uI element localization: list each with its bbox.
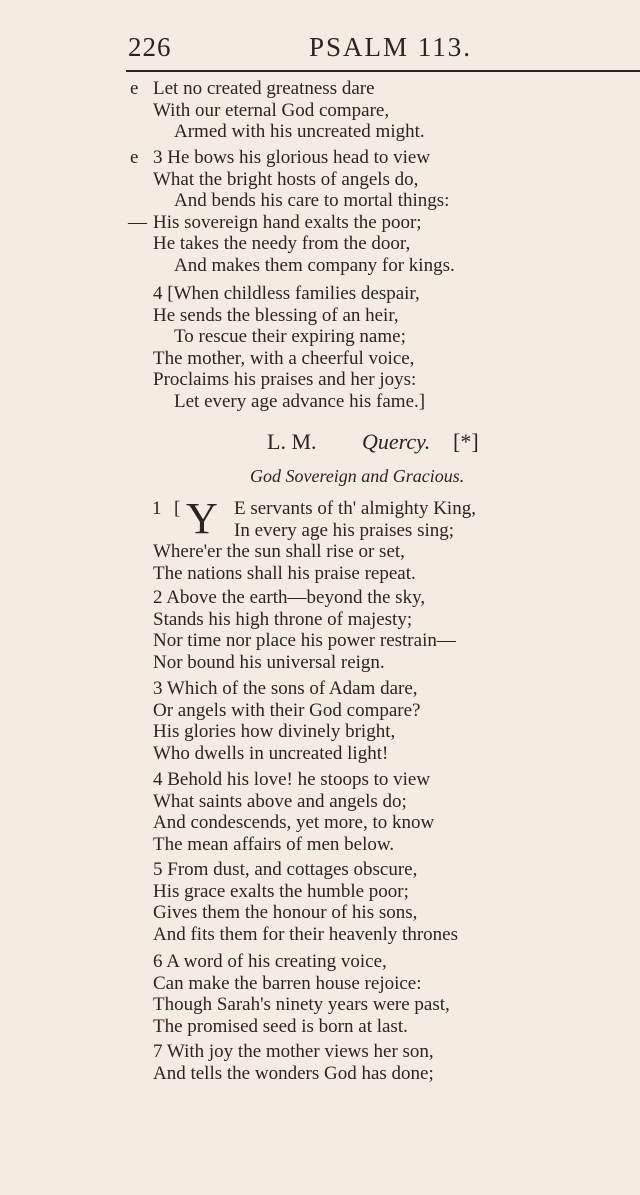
verse-line: 4 [When childless families despair,	[153, 283, 420, 304]
header-rule	[126, 70, 640, 72]
expression-mark: e	[130, 147, 139, 168]
verse-line: Who dwells in uncreated light!	[153, 742, 389, 764]
editorial-mark: [*]	[453, 429, 479, 454]
verse-line: Proclaims his praises and her joys:	[153, 369, 417, 390]
page-title: PSALM 113.	[309, 32, 473, 62]
verse-line: Or angels with their God compare?	[153, 699, 421, 721]
hymn-stanza-5	[130, 859, 640, 945]
verse-line: Stands his high throne of majesty;	[153, 608, 413, 630]
verse-line: 2 Above the earth—beyond the sky,	[153, 587, 426, 608]
stanza-number: 1	[152, 498, 162, 519]
verse-line: And fits them for their heavenly thrones	[153, 923, 458, 945]
verse-line: 3 Which of the sons of Adam dare,	[153, 678, 418, 699]
tune-name: Quercy.	[362, 429, 431, 454]
verse-line: And tells the wonders God has done;	[153, 1062, 434, 1084]
drop-cap: Y	[186, 494, 218, 543]
expression-mark: —	[128, 211, 147, 233]
verse-line: Armed with his uncreated might.	[174, 121, 425, 142]
hymn-stanza-4	[130, 769, 640, 855]
verse-line: e 3 He bows his glorious head to view	[130, 147, 431, 168]
opening-bracket: [	[174, 498, 181, 519]
verse-line: Can make the barren house rejoice:	[153, 972, 422, 994]
verse-line: Nor time nor place his power restrain—	[153, 630, 456, 651]
verse-line: And condescends, yet more, to know	[153, 812, 435, 833]
hymn-stanza-2	[130, 587, 640, 673]
stanza-top-3	[130, 283, 640, 412]
verse-line: 1 [ E servants of th' almighty King,	[152, 498, 476, 519]
page-header	[126, 30, 640, 70]
hymn-stanza-3	[130, 678, 640, 764]
verse-line: And bends his care to mortal things:	[174, 190, 450, 211]
page-number: 226	[128, 32, 172, 62]
verse-line: 7 With joy the mother views her son,	[153, 1041, 434, 1062]
verse-line: 4 Behold his love! he stoops to view	[153, 769, 431, 790]
verse-line: To rescue their expiring name;	[174, 326, 406, 347]
verse-line: The nations shall his praise repeat.	[153, 562, 416, 584]
verse-line: His glories how divinely bright,	[153, 721, 396, 742]
hymn-stanza-7	[130, 1041, 640, 1084]
expression-mark: e	[130, 78, 139, 99]
hymn-subtitle: God Sovereign and Gracious.	[250, 466, 465, 486]
verse-line: Nor bound his universal reign.	[153, 651, 385, 673]
hymn-stanza-6	[130, 951, 640, 1037]
verse-line: e Let no created greatness dare	[130, 78, 375, 99]
verse-line: What saints above and angels do;	[153, 790, 407, 812]
verse-line: And makes them company for kings.	[174, 254, 455, 276]
verse-line: Though Sarah's ninety years were past,	[153, 994, 450, 1015]
verse-line: He takes the needy from the door,	[153, 233, 411, 254]
verse-line: — His sovereign hand exalts the poor;	[128, 211, 422, 233]
verse-line: The mean affairs of men below.	[153, 833, 395, 855]
verse-line: Where'er the sun shall rise or set,	[153, 541, 405, 562]
verse-line: What the bright hosts of angels do,	[153, 168, 419, 190]
verse-line: 5 From dust, and cottages obscure,	[153, 859, 418, 880]
verse-line: With our eternal God compare,	[153, 99, 390, 121]
stanza-top-1	[130, 78, 640, 143]
verse-line: In every age his praises sing;	[234, 519, 455, 541]
verse-line: His grace exalts the humble poor;	[153, 880, 409, 902]
verse-line: Gives them the honour of his sons,	[153, 902, 418, 923]
meter-label: L. M.	[267, 429, 317, 454]
verse-line: The mother, with a cheerful voice,	[153, 347, 415, 369]
verse-line: He sends the blessing of an heir,	[153, 304, 399, 326]
verse-line: Let every age advance his fame.]	[174, 390, 426, 412]
verse-line: 6 A word of his creating voice,	[153, 951, 387, 972]
stanza-top-2	[130, 147, 640, 276]
verse-line: The promised seed is born at last.	[153, 1015, 408, 1037]
